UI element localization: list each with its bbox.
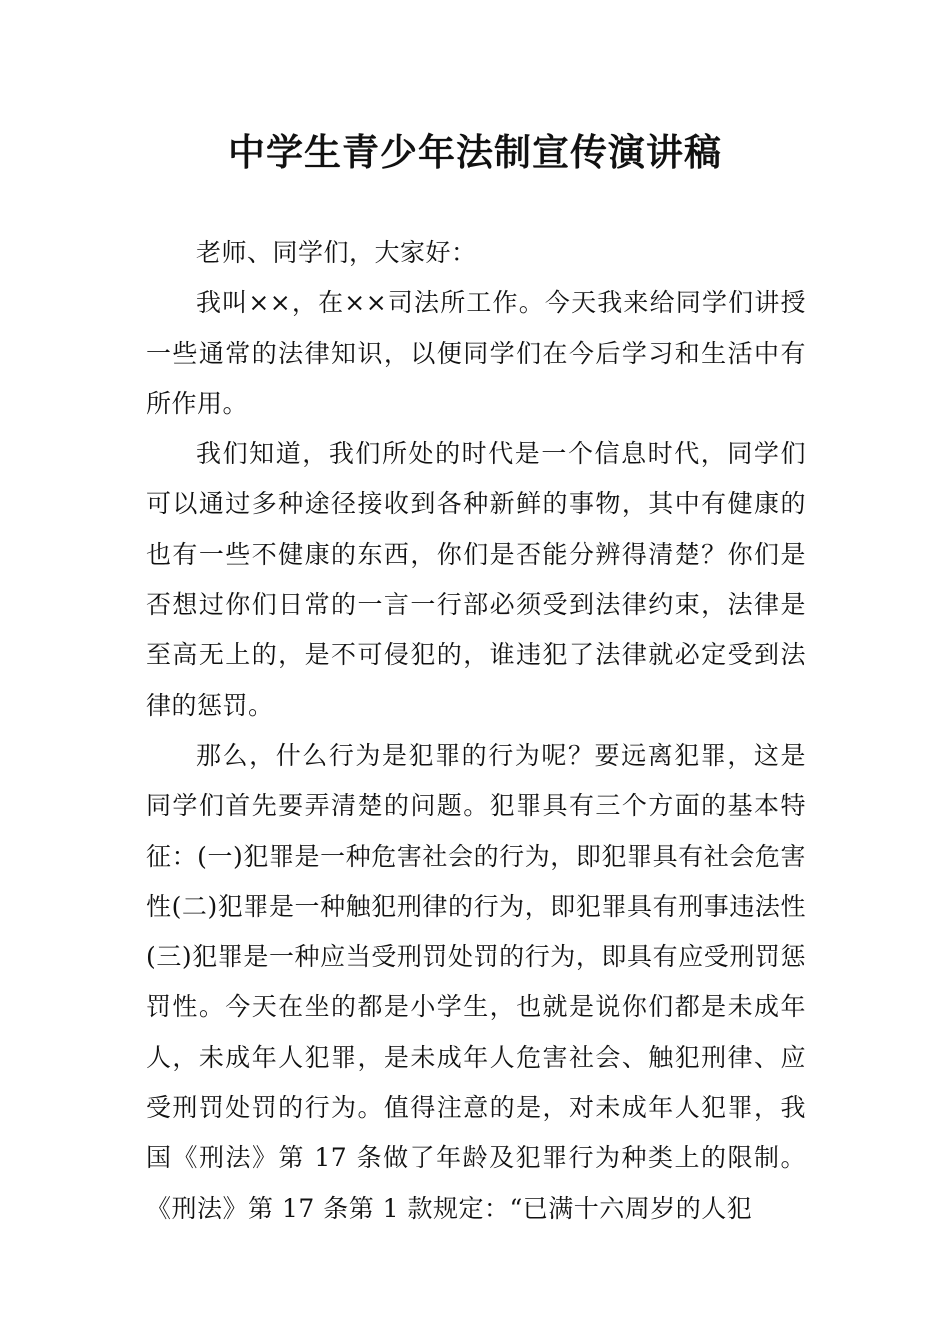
document-title: 中学生青少年法制宣传演讲稿: [228, 130, 722, 174]
paragraph-greeting: 老师、同学们，大家好：: [196, 238, 477, 267]
paragraph-introduction: 我叫××，在××司法所工作。今天我来给同学们讲授一些通常的法律知识，以便同学们在今后学习和生活中有所作用。: [146, 288, 806, 418]
paragraph-information-age: 我们知道，我们所处的时代是一个信息时代，同学们可以通过多种途径接收到各种新鲜的事物，其中有健康的也有一些不健康的东西，你们是否能分辨得清楚？你们是否想过你们日常的一言一行部必须受到法律约束，法律是至高无上的，是不可侵犯的，谁违犯了法律就必定受到法律的惩罚。: [146, 439, 806, 720]
document-body: [146, 228, 806, 1234]
paragraph-crime-definition: 那么，什么行为是犯罪的行为呢？要远离犯罪，这是同学们首先要弄清楚的问题。犯罪具有三个方面的基本特征：(一)犯罪是一种危害社会的行为，即犯罪具有社会危害性(二)犯罪是一种触犯刑律的行为，即犯罪具有刑事违法性(三)犯罪是一种应当受刑罚处罚的行为，即具有应受刑罚惩罚性。今天在坐的都是小学生，也就是说你们都是未成年人，未成年人犯罪，是未成年人危害社会、触犯刑律、应受刑罚处罚的行为。值得注意的是，对未成年人犯罪，我国《刑法》第 17 条做了年龄及犯罪行为种类上的限制。《刑法》第 17 条第 1 款规定：“已满十六周岁的人犯: [146, 740, 806, 1223]
